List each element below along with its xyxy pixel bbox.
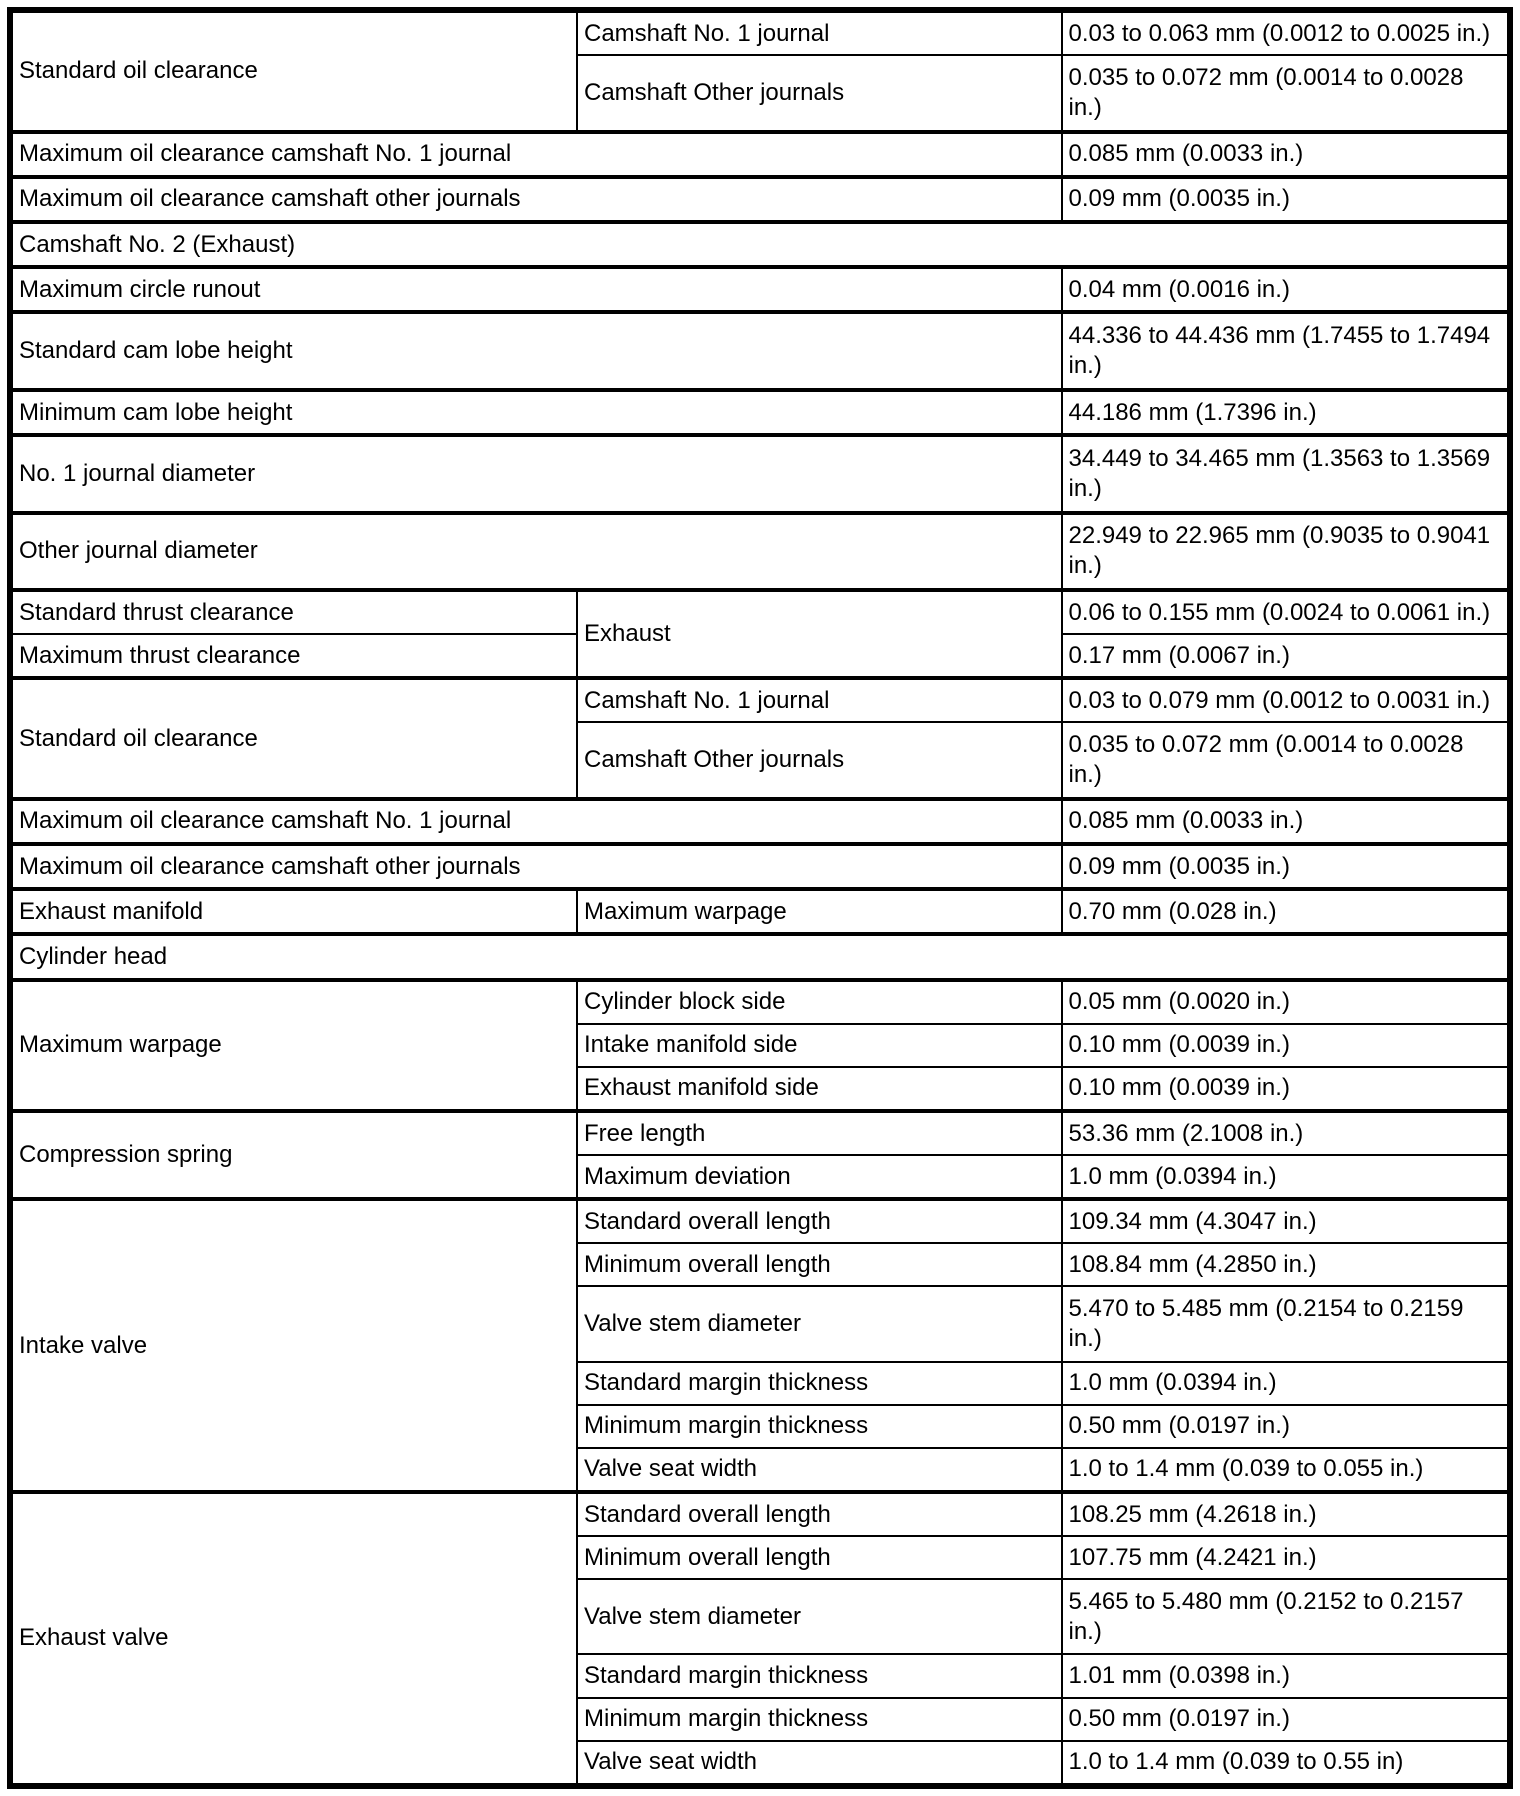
spec-label-cell: Standard thrust clearance: [10, 590, 577, 634]
spec-value-cell: 0.05 mm (0.0020 in.): [1062, 980, 1511, 1024]
spec-label-cell: Maximum thrust clearance: [10, 634, 577, 678]
spec-value-cell: 1.0 to 1.4 mm (0.039 to 0.055 in.): [1062, 1448, 1511, 1492]
table-row: [10, 1111, 1510, 1155]
spec-value-cell: 0.03 to 0.079 mm (0.0012 to 0.0031 in.): [1062, 678, 1511, 722]
table-row: [10, 1199, 1510, 1243]
spec-label-cell: Camshaft Other journals: [577, 55, 1062, 131]
spec-label-cell: Standard margin thickness: [577, 1654, 1062, 1697]
spec-label-cell: Standard overall length: [577, 1199, 1062, 1243]
spec-value-cell: 108.84 mm (4.2850 in.): [1062, 1243, 1511, 1286]
spec-label-cell: Maximum oil clearance camshaft other journals: [10, 844, 1062, 889]
spec-label-cell: Maximum deviation: [577, 1155, 1062, 1199]
spec-label-cell: Exhaust: [577, 590, 1062, 678]
table-row: [10, 980, 1510, 1024]
table-row: [10, 312, 1510, 389]
spec-label-cell: Minimum overall length: [577, 1243, 1062, 1286]
spec-label-cell: Maximum oil clearance camshaft other journals: [10, 177, 1062, 222]
spec-value-cell: 53.36 mm (2.1008 in.): [1062, 1111, 1511, 1155]
spec-label-cell: Valve seat width: [577, 1448, 1062, 1492]
spec-value-cell: 0.10 mm (0.0039 in.): [1062, 1067, 1511, 1111]
spec-label-cell: Camshaft Other journals: [577, 722, 1062, 798]
spec-label-cell: Standard oil clearance: [10, 10, 577, 132]
spec-label-cell: Valve stem diameter: [577, 1286, 1062, 1361]
spec-value-cell: 1.01 mm (0.0398 in.): [1062, 1654, 1511, 1697]
spec-value-cell: 0.50 mm (0.0197 in.): [1062, 1405, 1511, 1448]
spec-value-cell: 0.035 to 0.072 mm (0.0014 to 0.0028 in.): [1062, 722, 1511, 798]
spec-value-cell: 109.34 mm (4.3047 in.): [1062, 1199, 1511, 1243]
spec-value-cell: 0.17 mm (0.0067 in.): [1062, 634, 1511, 678]
spec-value-cell: 5.470 to 5.485 mm (0.2154 to 0.2159 in.): [1062, 1286, 1511, 1361]
spec-label-cell: Exhaust manifold: [10, 889, 577, 934]
spec-label-cell: Other journal diameter: [10, 513, 1062, 590]
spec-table: [7, 7, 1513, 1789]
spec-label-cell: Maximum oil clearance camshaft No. 1 journal: [10, 132, 1062, 177]
spec-value-cell: 0.50 mm (0.0197 in.): [1062, 1698, 1511, 1741]
table-row: [10, 132, 1510, 177]
spec-value-cell: 0.04 mm (0.0016 in.): [1062, 267, 1511, 312]
spec-label-cell: Valve stem diameter: [577, 1579, 1062, 1654]
table-row: [10, 10, 1510, 55]
spec-label-cell: Standard cam lobe height: [10, 312, 1062, 389]
table-row: [10, 1492, 1510, 1536]
section-header-cell: Camshaft No. 2 (Exhaust): [10, 222, 1510, 267]
spec-label-cell: Intake manifold side: [577, 1024, 1062, 1067]
table-row: [10, 222, 1510, 267]
spec-label-cell: Minimum margin thickness: [577, 1698, 1062, 1741]
spec-value-cell: 0.085 mm (0.0033 in.): [1062, 799, 1511, 844]
spec-label-cell: Exhaust valve: [10, 1492, 577, 1786]
spec-value-cell: 44.186 mm (1.7396 in.): [1062, 390, 1511, 435]
spec-value-cell: 34.449 to 34.465 mm (1.3563 to 1.3569 in.): [1062, 435, 1511, 512]
table-row: [10, 678, 1510, 722]
table-row: [10, 934, 1510, 979]
spec-value-cell: 0.10 mm (0.0039 in.): [1062, 1024, 1511, 1067]
table-row: [10, 844, 1510, 889]
spec-label-cell: Minimum margin thickness: [577, 1405, 1062, 1448]
spec-value-cell: 22.949 to 22.965 mm (0.9035 to 0.9041 in.): [1062, 513, 1511, 590]
spec-label-cell: Maximum oil clearance camshaft No. 1 journal: [10, 799, 1062, 844]
spec-label-cell: Standard margin thickness: [577, 1362, 1062, 1405]
table-row: [10, 590, 1510, 634]
spec-value-cell: 5.465 to 5.480 mm (0.2152 to 0.2157 in.): [1062, 1579, 1511, 1654]
spec-value-cell: 0.70 mm (0.028 in.): [1062, 889, 1511, 934]
spec-label-cell: Cylinder block side: [577, 980, 1062, 1024]
table-row: [10, 177, 1510, 222]
spec-label-cell: Maximum warpage: [10, 980, 577, 1111]
section-header-cell: Cylinder head: [10, 934, 1510, 979]
spec-label-cell: Minimum cam lobe height: [10, 390, 1062, 435]
spec-label-cell: Compression spring: [10, 1111, 577, 1199]
spec-value-cell: 0.035 to 0.072 mm (0.0014 to 0.0028 in.): [1062, 55, 1511, 131]
table-row: [10, 513, 1510, 590]
table-row: [10, 435, 1510, 512]
table-row: [10, 889, 1510, 934]
spec-value-cell: 0.09 mm (0.0035 in.): [1062, 177, 1511, 222]
spec-table-body: [10, 10, 1510, 1786]
spec-value-cell: 108.25 mm (4.2618 in.): [1062, 1492, 1511, 1536]
spec-value-cell: 107.75 mm (4.2421 in.): [1062, 1536, 1511, 1579]
spec-value-cell: 1.0 mm (0.0394 in.): [1062, 1155, 1511, 1199]
spec-value-cell: 44.336 to 44.436 mm (1.7455 to 1.7494 in.): [1062, 312, 1511, 389]
spec-label-cell: Camshaft No. 1 journal: [577, 10, 1062, 55]
spec-label-cell: Exhaust manifold side: [577, 1067, 1062, 1111]
spec-label-cell: No. 1 journal diameter: [10, 435, 1062, 512]
spec-label-cell: Standard oil clearance: [10, 678, 577, 799]
spec-label-cell: Camshaft No. 1 journal: [577, 678, 1062, 722]
spec-label-cell: Free length: [577, 1111, 1062, 1155]
table-row: [10, 267, 1510, 312]
spec-label-cell: Valve seat width: [577, 1741, 1062, 1786]
spec-value-cell: 0.06 to 0.155 mm (0.0024 to 0.0061 in.): [1062, 590, 1511, 634]
spec-value-cell: 0.085 mm (0.0033 in.): [1062, 132, 1511, 177]
spec-label-cell: Intake valve: [10, 1199, 577, 1492]
spec-label-cell: Minimum overall length: [577, 1536, 1062, 1579]
spec-label-cell: Maximum circle runout: [10, 267, 1062, 312]
spec-label-cell: Standard overall length: [577, 1492, 1062, 1536]
spec-label-cell: Maximum warpage: [577, 889, 1062, 934]
spec-value-cell: 1.0 mm (0.0394 in.): [1062, 1362, 1511, 1405]
spec-value-cell: 0.09 mm (0.0035 in.): [1062, 844, 1511, 889]
spec-value-cell: 0.03 to 0.063 mm (0.0012 to 0.0025 in.): [1062, 10, 1511, 55]
table-row: [10, 390, 1510, 435]
spec-value-cell: 1.0 to 1.4 mm (0.039 to 0.55 in): [1062, 1741, 1511, 1786]
table-row: [10, 799, 1510, 844]
